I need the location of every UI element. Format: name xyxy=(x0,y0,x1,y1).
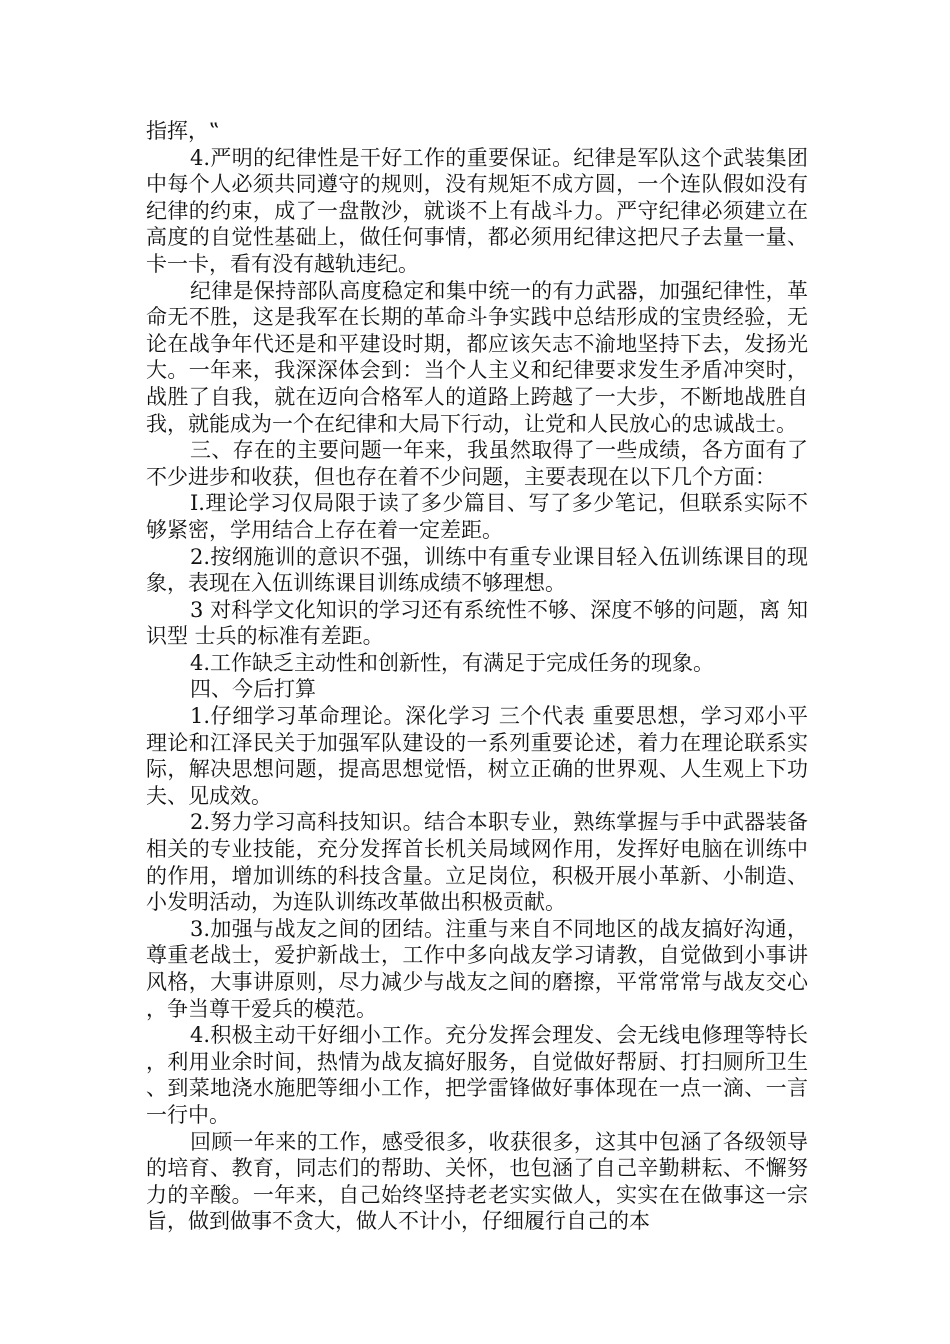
paragraph-plan-unity: 3.加强与战友之间的团结。注重与来自不同地区的战友搞好沟通，尊重老战士，爱护新战士，工作中多向战友学习请教，自觉做到小事讲风格，大事讲原则，尽力减少与战友之间的磨擦，平常常常与战友交心，争当尊干爱兵的模范。 xyxy=(146,916,808,1021)
section-heading-future-plans: 四、今后打算 xyxy=(190,677,316,702)
paragraph-plan-small-work: 4.积极主动干好细小工作。充分发挥会理发、会无线电修理等特长，利用业余时间，热情为战友搞好服务，自觉做好帮厨、打扫厕所卫生、到菜地浇水施肥等细小工作，把学雷锋做好事体现在一点一滴、一言一行中。 xyxy=(146,1023,808,1127)
document-body xyxy=(146,118,808,1235)
paragraph-plan-theory: 1.仔细学习革命理论。深化学习 三个代表 重要思想，学习邓小平理论和江泽民关于加强军队建设的一系列重要论述，着力在理论联系实际，解决思想问题，提高思想觉悟，树立正确的世界观、人生观上下功夫、见成效。 xyxy=(146,704,808,808)
paragraph-problem-initiative: 4.工作缺乏主动性和创新性，有满足于完成任务的现象。 xyxy=(190,650,715,675)
paragraph-continuation: 指挥，‟ xyxy=(146,119,220,143)
paragraph-plan-technology: 2.努力学习高科技知识。结合本职专业，熟练掌握与手中武器装备相关的专业技能，充分发挥首长机关局域网作用，发挥好电脑在训练中的作用，增加训练的科技含量。立足岗位，积极开展小革新、小制造、小发明活动，为连队训练改革做出积极贡献。 xyxy=(146,810,808,915)
paragraph-discipline-guarantee: 4.严明的纪律性是干好工作的重要保证。纪律是军队这个武装集团中每个人必须共同遵守的规则，没有规矩不成方圆，一个连队假如没有纪律的约束，成了一盘散沙，就谈不上有战斗力。严守纪律必须建立在高度的自觉性基础上，做任何事情，都必须用纪律这把尺子去量一量、卡一卡，看有没有越轨违纪。 xyxy=(146,145,808,276)
paragraph-problem-theory: I.理论学习仅局限于读了多少篇目、写了多少笔记，但联系实际不够紧密，学用结合上存在着一定差距。 xyxy=(146,491,808,542)
paragraph-problem-knowledge: 3 对科学文化知识的学习还有系统性不够、深度不够的问题，离 知识型 士兵的标准有差距。 xyxy=(146,597,808,649)
paragraph-discipline-weapon: 纪律是保持部队高度稳定和集中统一的有力武器，加强纪律性，革命无不胜，这是我军在长期的革命斗争实践中总结形成的宝贵经验，无论在战争年代还是和平建设时期，都应该矢志不渝地坚持下去，发扬光大。一年来，我深深体会到：当个人主义和纪律要求发生矛盾冲突时，战胜了自我，就在迈向合格军人的道路上跨越了一大步，不断地战胜自我，就能成为一个在纪律和大局下行动，让党和人民放心的忠诚战士。 xyxy=(146,278,808,436)
paragraph-problem-training: 2.按纲施训的意识不强，训练中有重专业课目轻入伍训练课目的现象，表现在入伍训练课目训练成绩不够理想。 xyxy=(146,544,808,596)
paragraph-review: 回顾一年来的工作，感受很多，收获很多，这其中包涵了各级领导的培育、教育，同志们的帮助、关怀，也包涵了自己辛勤耕耘、不懈努力的辛酸。一年来，自己始终坚持老老实实做人，实实在在做事这一宗旨，做到做事不贪大，做人不计小，仔细履行自己的本 xyxy=(146,1129,808,1234)
paragraph-main-problems: 三、存在的主要问题一年来，我虽然取得了一些成绩，各方面有了不少进步和收获，但也存在着不少问题，主要表现在以下几个方面： xyxy=(146,438,808,489)
